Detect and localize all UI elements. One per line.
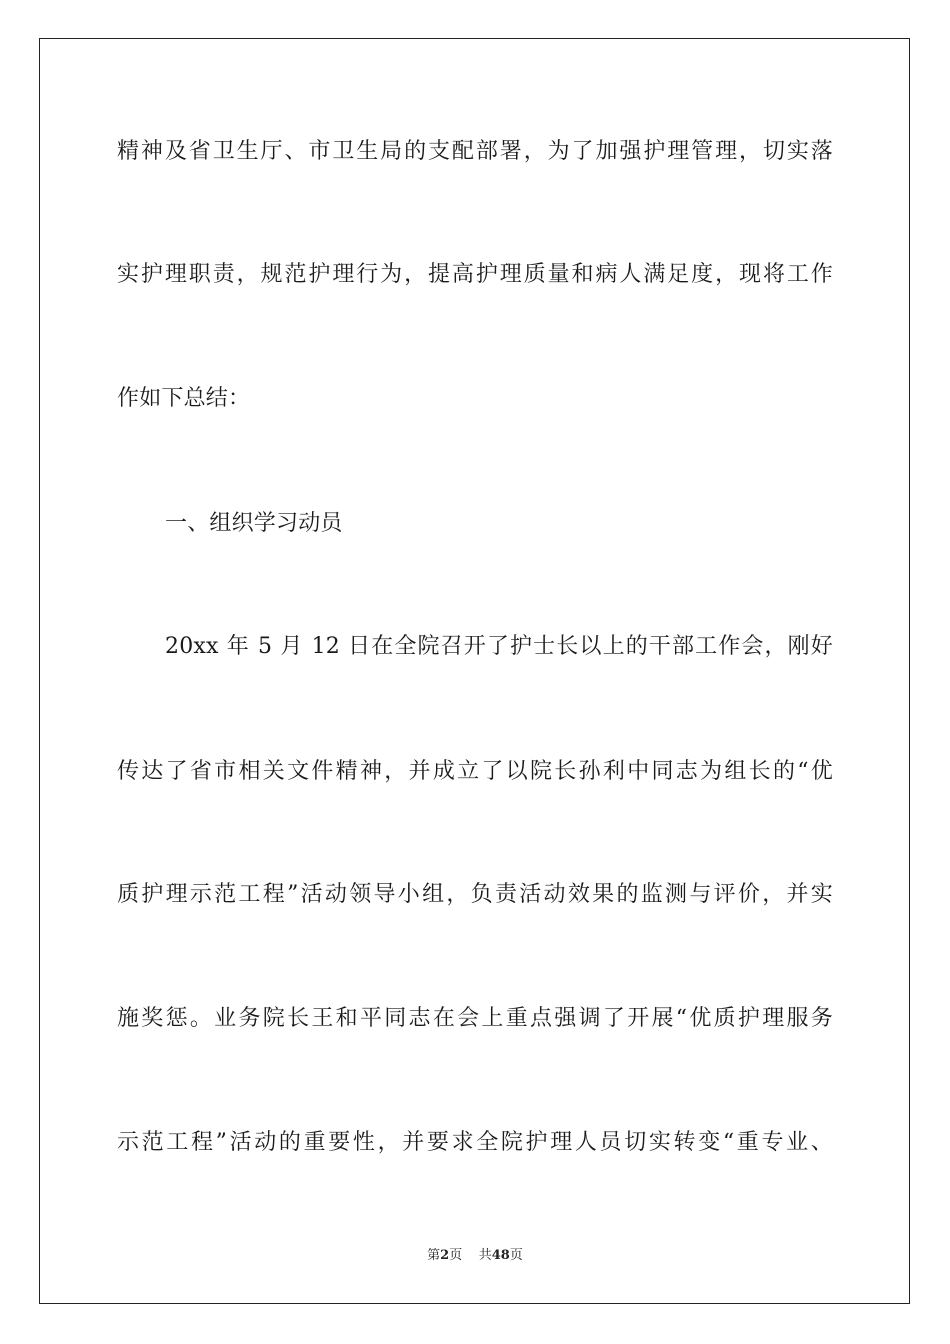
- body-line-3: 作如下总结：: [117, 386, 251, 411]
- footer-page-suffix: 页: [449, 1248, 463, 1263]
- body-line-1: 精神及省卫生厅、市卫生局的支配部署，为了加强护理管理，切实落: [117, 139, 833, 164]
- body-line-6: 传达了省市相关文件精神，并成立了以院长孙利中同志为组长的“优: [117, 759, 833, 784]
- page-footer: [0, 1248, 950, 1264]
- body-line-2: 实护理职责，规范护理行为，提高护理质量和病人满足度，现将工作: [117, 262, 833, 287]
- body-line-7: 质护理示范工程”活动领导小组，负责活动效果的监测与评价，并实: [117, 882, 833, 907]
- footer-page-prefix: 第: [427, 1248, 441, 1263]
- footer-page-number: 2: [440, 1248, 450, 1263]
- footer-total-prefix: 共: [478, 1248, 492, 1263]
- section-heading: 一、组织学习动员: [165, 511, 343, 536]
- footer-total-number: 48: [491, 1248, 510, 1263]
- page-border: [39, 38, 910, 1304]
- body-line-8: 施奖惩。业务院长王和平同志在会上重点强调了开展“优质护理服务: [117, 1006, 833, 1031]
- body-line-5: 20xx 年 5 月 12 日在全院召开了护士长以上的干部工作会，刚好: [165, 634, 833, 659]
- footer-total-suffix: 页: [509, 1248, 523, 1263]
- body-line-9: 示范工程”活动的重要性，并要求全院护理人员切实转变“重专业、: [117, 1130, 833, 1155]
